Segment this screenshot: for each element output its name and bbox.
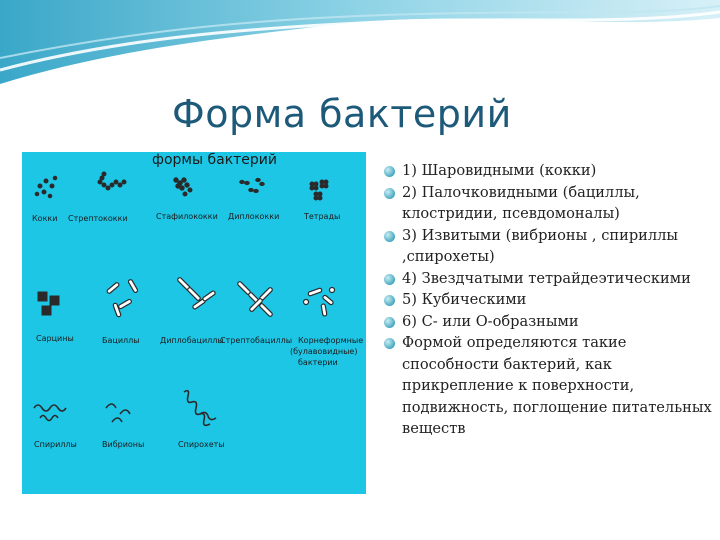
diplobacilli-icon xyxy=(177,277,216,310)
label-kokki: Кокки xyxy=(32,214,58,223)
decorative-header-wave xyxy=(0,0,720,90)
diplococci-icon xyxy=(240,178,265,192)
spirillum-icon xyxy=(34,405,66,411)
label-bakterii: бактерии xyxy=(298,358,338,367)
list-item: 6) С- или О-образными xyxy=(382,311,712,333)
bullet-icon xyxy=(384,317,395,328)
bullet-icon xyxy=(384,188,395,199)
bullet-icon xyxy=(384,166,395,177)
bullet-icon xyxy=(384,295,395,306)
label-stafilokokki: Стафилококки xyxy=(156,212,218,221)
list-item: 2) Палочковидными (бациллы, клостридии, псевдомоналы) xyxy=(382,182,712,225)
label-diplobatsilly: Диплобациллы xyxy=(160,336,224,345)
bullet-icon xyxy=(384,338,395,349)
spirillum-icon-2 xyxy=(40,416,58,421)
vibrio-icon-2 xyxy=(120,410,130,414)
label-diplokokki: Диплококки xyxy=(228,212,280,221)
label-streptobatsilly: Стрептобациллы xyxy=(220,336,293,345)
bacteria-shapes-figure xyxy=(22,152,366,494)
staphylococci-icon xyxy=(174,178,192,196)
bacilli-icon xyxy=(106,279,138,317)
list-item: 3) Извитыми (вибрионы , спириллы ,спирохеты) xyxy=(382,225,712,268)
list-item: 4) Звездчатыми тетрайдеэтическими xyxy=(382,268,712,290)
label-batsilly: Бациллы xyxy=(102,336,140,345)
label-tetrady: Тетрады xyxy=(304,212,341,221)
sarcinae-icon xyxy=(38,292,59,315)
label-korineformnye: Корнеформные xyxy=(298,336,364,345)
figure-heading: формы бактерий xyxy=(152,152,278,168)
vibrio-icon-3 xyxy=(112,418,122,422)
label-vibriony: Вибрионы xyxy=(102,440,145,449)
label-spirokhety: Спирохеты xyxy=(178,440,225,449)
label-spirilly: Спириллы xyxy=(34,440,77,449)
streptococci-icon xyxy=(98,172,126,190)
bullet-list xyxy=(382,160,712,440)
coryneform-icon xyxy=(304,288,335,317)
list-item: 1) Шаровидными (кокки) xyxy=(382,160,712,182)
bullet-icon xyxy=(384,274,395,285)
label-sarciny: Сарцины xyxy=(36,334,74,343)
cocci-icon xyxy=(35,176,57,198)
bullet-icon xyxy=(384,231,395,242)
streptobacilli-icon xyxy=(237,281,273,317)
slide-title: Форма бактерий xyxy=(172,92,512,136)
tetrads-icon xyxy=(310,180,328,200)
vibrio-icon xyxy=(106,404,116,408)
list-item: Формой определяются такие способности бактерий, как прикрепление к поверхности, подвижность, поглощение питательных веществ xyxy=(382,332,712,440)
spirochete-icon-2 xyxy=(200,412,216,419)
spirochete-icon xyxy=(184,391,210,426)
list-item: 5) Кубическими xyxy=(382,289,712,311)
label-bulavovidnye: (булавовидные) xyxy=(290,347,358,356)
label-streptokokki: Стрептококки xyxy=(68,214,128,223)
